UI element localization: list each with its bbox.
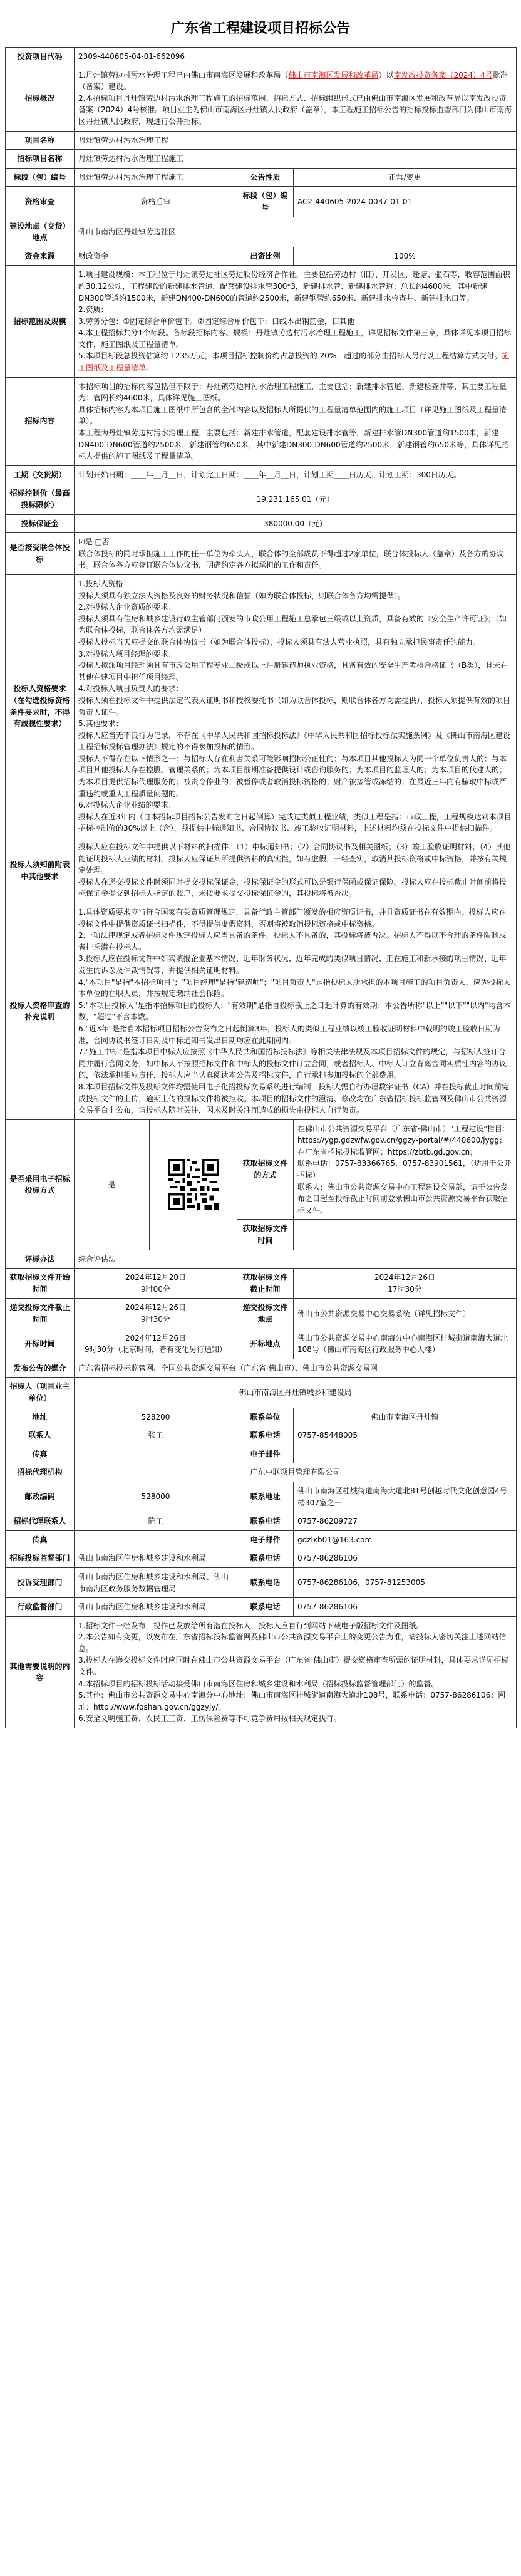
scope-text: 1.项目建设规模：本工程位于丹灶镇劳边社区劳边股份经济合作社，主要包括劳边村（旧）、开发区、逢塘、张石等，收容范围面积约30.12公顷，工程建设的新建排水管道，配套建设排水管300*3，新建排水管、新建排水管道；总长约4600米，其中新建DN300管道约1500米，新建DN400-DN600的管道约2500米，新建钢管约650米、新建排水检查井、新建排水口等。 2.资质： 3.劳务分包：①固定综合单价包干。②固定综合单价包干：口线本出钢筋金，口其他 4.本工程招标共分1个标段。各标段招标内容、规模：丹灶镇劳边村污水治理工程施工，详见招标文件第三章，具体详见本项目招标文件，施工图纸及工程量清单。 5.本项目标段总投资估算约 1235万元，本项目招标控制价约占总投资的 20%，超过的部分由招标人另行以工程结算方式支付。 — [78, 270, 512, 361]
row-media — [6, 1359, 517, 1378]
period-label: 工期（交货期） — [6, 465, 75, 484]
row-period — [6, 465, 517, 484]
open-time-value: 2024年12月20日 9时00分 — [75, 1269, 237, 1299]
row-agency — [6, 1463, 517, 1482]
admin-phone-value: 0757-86286106 — [294, 1598, 517, 1617]
row-section-code — [6, 168, 517, 187]
agency-phone-value: 0757-86209727 — [294, 1512, 517, 1531]
row-overview — [6, 66, 517, 131]
open-time-label: 获取招标文件开始时间 — [6, 1269, 75, 1299]
overview-text-2: 佛山市南海区发展和改革局 — [288, 70, 379, 80]
ebid-value: 是 — [75, 1119, 150, 1250]
complaint-label: 投诉受理部门 — [6, 1567, 75, 1597]
ebid-label: 是否采用电子招标投标方式 — [6, 1119, 75, 1250]
opening-place-value: 佛山市公共资源交易中心南海分中心南海区桂城街道南海大道北108号（佛山市南海区行政服务中心大楼） — [294, 1329, 517, 1359]
supervisor-label: 招标投标监督部门 — [6, 1549, 75, 1568]
project-name-value: 丹灶镇劳边村污水治理工程 — [75, 131, 517, 150]
admin-phone-label: 联系电话 — [237, 1598, 294, 1617]
row-sub-requirements — [6, 838, 517, 903]
location-label: 建设地点（交货）地点 — [6, 217, 75, 247]
other-value: 1.招标文件一经发布，视作已发放给所有潜在投标人，投标人应自行到网站下载电子版招标文件及图纸。 2.本公告如有变更，以发布在广东省招标投标监管网及佛山市公共资源交易平台上的变更公告为准，请投标人密切关注上述网站信息。 3.投标人在递交投标文件时应同时在佛山市公共资源交易平台（广东省·佛山市）提交资格审查所需的证明材料，具体要求详见招标文件。 4.本招标项目的招标投标活动接受佛山市南海区住房和城乡建设和水利局（招标投标监督管理部门）的监督。 5.其他：佛山市公共资源交易中心南海分中心地址：佛山市南海区桂城街道南海大道北108号，联系电话：0757-86286106；网址：http://www.foshan.gov.cn/ggzyjy/。 6.安全文明施工费、农民工工资、工伤保险费等不可竞争费用按相关规定执行。 — [75, 1616, 517, 1728]
section-code-label: 标段（包）编号 — [6, 168, 75, 187]
section-name-label: 招标项目名称 — [6, 150, 75, 169]
project-code-value: 2309-440605-04-01-662096 — [75, 48, 517, 66]
row-admin — [6, 1598, 517, 1617]
project-name-label: 项目名称 — [6, 131, 75, 150]
admin-label: 行政监督部门 — [6, 1598, 75, 1617]
contact-value: 张工 — [75, 1426, 237, 1445]
row-eval — [6, 1250, 517, 1269]
agency-addr-value: 佛山市南海区桂城街道南海大道北81号创越时代文化创意园4号楼307室之一 — [294, 1482, 517, 1512]
section-no-label: 标段（包）编号 — [237, 187, 294, 217]
opening-value: 2024年12月26日 9时30分（北京时间，若有变化另行通知） — [75, 1329, 237, 1359]
overview-text-3: ）以 — [378, 70, 394, 80]
agency-contact-value: 陈工 — [75, 1512, 237, 1531]
email-label: 电子邮件 — [237, 1445, 294, 1463]
mode-value: 资格后审 — [75, 187, 237, 217]
deadline-value: 2024年12月26日 9时30分 — [75, 1299, 237, 1329]
agency-email-value: gdzlxb01@163.com — [294, 1530, 517, 1549]
overview-text-5: 批准（备案）建设。 — [78, 70, 508, 91]
row-tenderee-fax — [6, 1445, 517, 1463]
row-ceiling — [6, 484, 517, 514]
complaint-phone-label: 联系电话 — [237, 1567, 294, 1597]
row-qualification — [6, 574, 517, 838]
fax-value — [75, 1445, 237, 1463]
row-agency-zip — [6, 1482, 517, 1512]
addr-value: 528200 — [75, 1408, 237, 1426]
period-value: 计划开始日期：＿＿年＿月＿日，计划完工日期：＿＿年＿月＿日，计划工期＿＿日历天，计划工期：300日历天。 — [75, 465, 517, 484]
row-other — [6, 1616, 517, 1728]
deadline-label: 递交投标文件截止时间 — [6, 1299, 75, 1329]
get-file-time-value — [294, 1220, 517, 1250]
row-agency-contact — [6, 1512, 517, 1531]
contact-label: 联系人 — [6, 1426, 75, 1445]
get-file-label: 获取招标文件的方式 — [237, 1119, 294, 1220]
open-time-end-value: 2024年12月26日 17时30分 — [294, 1269, 517, 1299]
union-value: ☑是 □否 联合体投标的同时承担施工工作的任一单位为牵头人，联合体的全部成员不得超过2家单位，联合体投标人（盖章）及各方的协议书。联合体各方应签订联合体协议书，明确约定各方拟承担的工作和责任。 — [75, 533, 517, 575]
scope-value — [75, 266, 517, 377]
row-content — [6, 377, 517, 465]
admin-value: 佛山市南海区住房和城乡建设和水利局 — [75, 1598, 237, 1617]
agency-phone-label: 联系电话 — [237, 1512, 294, 1531]
row-bond — [6, 514, 517, 533]
phone-value: 0757-85448005 — [294, 1426, 517, 1445]
row-tenderee-addr — [6, 1408, 517, 1426]
row-notes — [6, 903, 517, 1120]
get-file-value: 在佛山市公共资源交易平台（广东省·佛山市）"工程建设"栏目：https://ygp.gdzwfw.gov.cn/ggzy-portal/#/440600/jygg； 在广东省招标投标监管网：https://zbtb.gd.gov.cn； 联系电话：0757-83366765，0757-83901561，（适用于公开招标） 联系人：佛山市公共资源交易中心工程建设交易部，请于公告发布之日起至投标截止时间前登录佛山市公共资源交易平台获取招标文件。 — [294, 1119, 517, 1220]
notes-value: 1.具体资质要求应当符合国家有关资质管理规定，具备行政主管部门颁发的相应资质证书，并且资质证书在有效期内。投标人应在投标文件中提供资质证书扫描件，不得提供虚假资料，否则将被取消投标资格或中标资格。 2.一项法律规定或者招标文件规定投标人应当具备的条件，投标人不具备的，其投标将被否决。招标人不得以不合理的条件限制或者排斥潜在投标人。 3.投标人应在投标文件中如实填报企业基本情况、近年财务状况、近年完成的类似项目情况、正在施工和新承接的项目情况、近年发生的诉讼及仲裁情况等，并提供相关证明材料。 4."本项目"是指"本招标项目"；"项目经理"是指"建造师"；"项目负责人"是指投标人所承担的本项目施工的项目负责人，应为投标人本单位的在职人员，并按规定缴纳社会保险。 5."本项目投标人"是指本招标项目的投标人；"有效期"是指自投标截止之日起计算的有效期；本公告所称"以上""以下""以内"均含本数，"超过"不含本数。 6."近3年"是指自本招标项目招标公告发布之日起倒算3年，投标人的类似工程业绩以竣工验收证明材料中载明的竣工验收日期为准，合同协议书签订日期及中标通知书发出日期均应在此期间内。 7."施工中标"是指本项目中标人应按照《中华人民共和国招标投标法》等相关法律法规及本项目招标文件的规定，与招标人签订合同并履行合同义务，如中标人不按照招标文件和中标人的投标文件订立合同，或者招标人、中标人订立背离合同实质性内容的协议的，依法承担相应责任，投标人应当认真阅读本公告及招标文件，自行承担参加投标的全部费用。 8.本项目招标文件及投标文件均需使用电子化招投标交易系统进行编制，投标人需自行办理数字证书（CA）并在投标截止时间前完成投标文件的上传，逾期上传的投标文件将被拒收。本项目的招标文件的澄清、修改均在广东省招标投标监管网及佛山市公共资源交易平台上公布，请投标人随时关注，因未及时关注而造成的损失由投标人自行负责。 — [75, 903, 517, 1120]
row-tenderee-contact — [6, 1426, 517, 1445]
email-value — [294, 1445, 517, 1463]
sub-label: 投标人须知前附表中其他要求 — [6, 838, 75, 903]
row-opening — [6, 1329, 517, 1359]
row-section-name — [6, 150, 517, 169]
agency-zip-value: 528000 — [75, 1482, 237, 1512]
row-fund — [6, 247, 517, 266]
mode-label: 资格审查 — [6, 187, 75, 217]
media-value: 广东省招标投标监管网、全国公共资源交易平台（广东省·佛山市）、佛山市公共资源交易网 — [75, 1359, 517, 1378]
scope-red-text: 施工图纸及工程量清单。 — [78, 351, 510, 373]
opening-label: 开标时间 — [6, 1329, 75, 1359]
page-title: 广东省工程建设项目招标公告 — [170, 21, 350, 36]
scope-label: 招标范围及规模 — [6, 266, 75, 377]
row-project-name — [6, 131, 517, 150]
row-tenderee — [6, 1378, 517, 1408]
announcement-table — [5, 47, 517, 1728]
opening-place-label: 开标地点 — [237, 1329, 294, 1359]
overview-value — [75, 66, 517, 131]
row-union — [6, 533, 517, 575]
agency-zip-label: 邮政编码 — [6, 1482, 75, 1512]
announce-value: 正常/变更 — [294, 168, 517, 187]
media-label: 发布公告的媒介 — [6, 1359, 75, 1378]
supervisor-value: 佛山市南海区住房和城乡建设和水利局 — [75, 1549, 237, 1568]
row-open-time — [6, 1269, 517, 1299]
qr-code-icon[interactable] — [168, 1159, 219, 1210]
row-agency-fax — [6, 1530, 517, 1549]
qr-cell — [150, 1119, 237, 1250]
section-name-value: 丹灶镇劳边村污水治理工程施工 — [75, 150, 517, 169]
tenderee-unit-label: 联系单位 — [237, 1408, 294, 1426]
fund-label: 资金来源 — [6, 247, 75, 266]
row-ebid — [6, 1119, 517, 1220]
supervisor-phone-value: 0757-86286106 — [294, 1549, 517, 1568]
row-mode — [6, 187, 517, 217]
agency-email-label: 电子邮件 — [237, 1530, 294, 1549]
qual-value: 1.投标人资格： 投标人须具有独立法人资格及良好的财务状况和信誉（如为联合体投标，则联合体各方均需提供）。 2.对投标人企业资质的要求： 投标人须具有住房和城乡建设行政主管部门颁发的市政公用工程施工总承包三级或以上资质，具备有效的《安全生产许可证》；（如为联合体投标，联合体各方均需满足） 投标人投标当天应提交的联合体协议书（如为联合体投标），投标人须具有法人营业执照，具有独立承担民事责任的能力。 3.对投标人项目经理的要求： 投标人拟派项目经理须具有市政公用工程专业二级或以上注册建造师执业资格，具备有效的安全生产考核合格证书（B类），且未在其他在建项目中担任项目经理。 4.对投标人项目负责人的要求： 投标人须在投标文件中提供法定代表人证明书和授权委托书（如为联合体投标，则联合体各方均需提供），投标人须提供有效的项目负责人证件。 5.其他要求： 投标人应当无不良行为记录，不存在《中华人民共和国招标投标法》《中华人民共和国招标投标法实施条例》及《佛山市南海区建设工程招标投标管理办法》规定的不得参加投标的情形。 投标人不得存在以下情形之一：与招标人存在利害关系可能影响招标公正性的；与本项目其他投标人为同一个单位负责人的；与本项目其他投标人存在控股、管理关系的；为本项目前期准备提供设计或咨询服务的；为本项目的监理人的；为本项目的代建人的；为本项目提供招标代理服务的；被责令停业的；被暂停或者取消投标资格的；财产被接管或冻结的；在最近三年内有骗取中标或严重违约或重大工程质量问题的。 6.对投标人企业业绩的要求： 投标人在近3年内（自本招标项目招标公告发布之日起倒算）完成过类似工程业绩，类似工程是指：市政工程，工程规模达到本项目招标控制价的30%以上（含），须提供中标通知书、合同协议书、竣工验收证明材料，上述材料均须在投标文件中提供扫描件。 — [75, 574, 517, 838]
project-code-label: 投资项目代码 — [6, 48, 75, 66]
bond-value: 380000.00（元） — [75, 514, 517, 533]
location-value: 佛山市南海区丹灶镇劳边社区 — [75, 217, 517, 247]
other-label: 其他需要说明的内容 — [6, 1616, 75, 1728]
agency-label: 招标代理机构 — [6, 1463, 75, 1482]
fax-label: 传真 — [6, 1445, 75, 1463]
announce-label: 公告性质 — [237, 168, 294, 187]
complaint-phone-value: 0757-86286106，0757-81253005 — [294, 1567, 517, 1597]
agency-contact-label: 招标代理联系人 — [6, 1512, 75, 1531]
tenderee-label: 招标人（项目业主单位） — [6, 1378, 75, 1408]
overview-label: 招标概况 — [6, 66, 75, 131]
ceiling-value: 19,231,165.01（元） — [75, 484, 517, 514]
notes-label: 投标人资格审查的补充说明 — [6, 903, 75, 1120]
eval-label: 评标办法 — [6, 1250, 75, 1269]
get-file-time-label: 获取招标文件时间 — [237, 1220, 294, 1250]
ratio-label: 出资比例 — [237, 247, 294, 266]
overview-text-6: 2.本招标项目丹灶镇劳边村污水治理工程施工的招标范围、招标方式、招标组织形式已由佛山市南海区发展和改革局以南发改投资备案（2024）4号核准。项目业主为佛山市南海区丹灶镇人民政府（盖章），本工程施工招标公告的招标投标监督部门为佛山市南海区丹灶镇人民政府，现进行公开招标。 — [78, 93, 512, 126]
sub-value: 投标人应在投标文件中提供以下材料的扫描件：（1）中标通知书；（2）合同协议书及相关图纸；（3）竣工验收证明材料；（4）其他能证明投标人业绩的材料。投标人应保证其所提供资料的真实性，如有虚假，一经查实，取消其投标资格或中标资格，并按有关规定处理。 投标人在递交投标文件时须同时提交投标保证金，投标保证金的形式可以是银行保函或保证保险。投标人应在投标截止时间前将投标保证金提交到招标人指定的账户，未按要求提交投标保证金的，其投标将被否决。 — [75, 838, 517, 903]
deadline-place-label: 递交投标文件地点 — [237, 1299, 294, 1329]
row-complaint — [6, 1567, 517, 1597]
agency-value: 广东中联项目管理有限公司 — [75, 1463, 517, 1482]
row-scope — [6, 266, 517, 377]
row-supervisor — [6, 1549, 517, 1568]
ratio-value: 100% — [294, 247, 517, 266]
qual-label: 投标人资格要求（在勾选投标资格条件要求时，不得有歧视性要求） — [6, 574, 75, 838]
complaint-value: 佛山市南海区住房和城乡建设和水利局、佛山市南海区政务服务数据管理局 — [75, 1567, 237, 1597]
supervisor-phone-label: 联系电话 — [237, 1549, 294, 1568]
section-code-value: 丹灶镇劳边村污水治理工程施工 — [75, 168, 237, 187]
addr-label: 地址 — [6, 1408, 75, 1426]
ceiling-label: 招标控制价（最高投标限价） — [6, 484, 75, 514]
tenderee-unit-value: 佛山市南海区丹灶镇 — [294, 1408, 517, 1426]
row-deadline — [6, 1299, 517, 1329]
agency-addr-label: 联系地址 — [237, 1482, 294, 1512]
agency-fax-value — [75, 1530, 237, 1549]
bond-label: 投标保证金 — [6, 514, 75, 533]
content-value: 本招标项目的招标内容包括但不限于：丹灶镇劳边村污水治理工程施工，主要包括：新建排水管道、新建检查井等，其主要工程量为：管网长约4600米，具体详见施工图纸。 具体招标内容为本项目施工图纸中所包含的全部内容以及招标人所提供的工程量清单范围内的施工项目（详见施工图纸及工程量清单）。 本工程为丹灶镇劳边村污水治理工程，主要包括：新建排水管道，配套建设排水管等，新建排水管DN300管道约1500米，新建DN400-DN600管道约2500米，新建钢管约650米，其中新建DN300-DN600管道约2500米，新建钢管约650米等，具体详见招标人提供的施工图纸及工程量清单。 — [75, 377, 517, 465]
row-location — [6, 217, 517, 247]
section-no-value: AC2-440605-2024-0037-01-01 — [294, 187, 517, 217]
overview-text-1: 1.丹灶镇劳边村污水治理工程已由佛山市南海区发展和改革局（ — [78, 70, 289, 80]
agency-fax-label: 传真 — [6, 1530, 75, 1549]
eval-value: 综合评估法 — [75, 1250, 517, 1269]
tenderee-value: 佛山市南海区丹灶镇城乡和建设局 — [75, 1378, 517, 1408]
fund-value: 财政资金 — [75, 247, 237, 266]
open-time-end-label: 获取招标文件截止时间 — [237, 1269, 294, 1299]
deadline-place-value: 佛山市公共资源交易中心交易系统（详见招标文件） — [294, 1299, 517, 1329]
phone-label: 联系电话 — [237, 1426, 294, 1445]
overview-text-4: 南发改投资备案（2024）4号 — [393, 70, 493, 80]
row-project-code — [6, 48, 517, 66]
union-label: 是否接受联合体投标 — [6, 533, 75, 575]
content-label: 招标内容 — [6, 377, 75, 465]
